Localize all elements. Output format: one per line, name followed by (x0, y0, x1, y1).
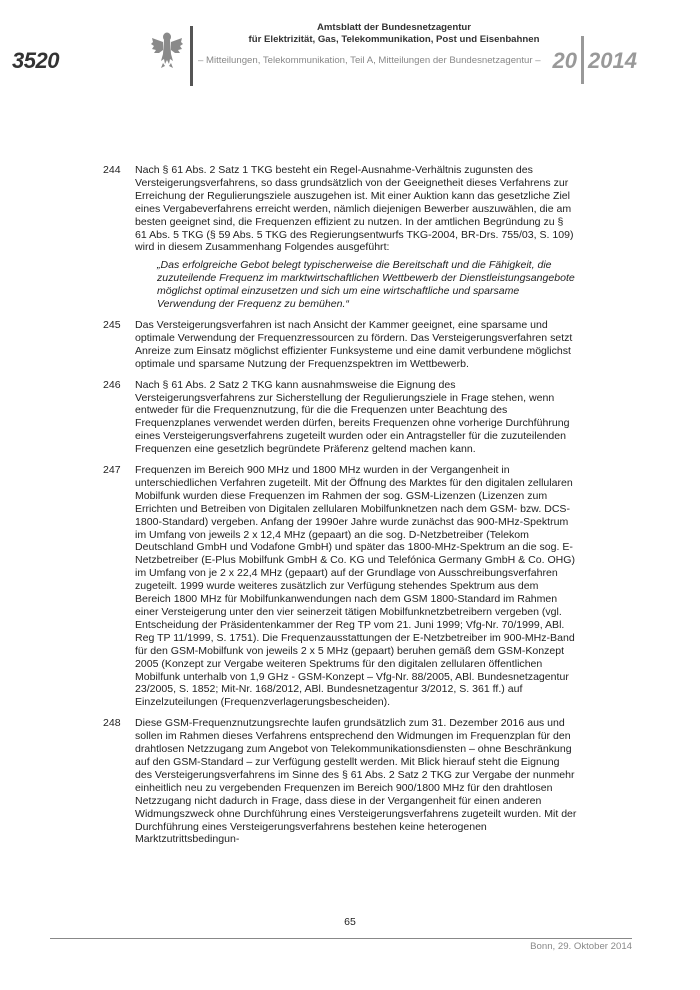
federal-eagle-icon (150, 28, 184, 72)
legal-quote: „Das erfolgreiche Gebot belegt typischerweise die Bereitschaft und die Fähigkeit, die zuzuteilende Frequenz im marktwirtschaftlichen Wettbewerb der Dienstleistungsangebote möglichst optimal einzusetzen und sich um eine wirtschaftliche und sparsame Verwendung der Frequenz zu bemühen.“ (157, 259, 575, 311)
paragraph-244 (103, 164, 577, 311)
paragraph-text: Das Versteigerungsverfahren ist nach Ansicht der Kammer geeignet, eine sparsame und optimale Verwendung der Frequenzressourcen zu fördern. Das Versteigerungsverfahren setzt Anreize zum Einsatz möglichst effizienter Funksysteme und eine damit verbundene möglichst optimale und sparsame Nutzung der Frequenzspektren im Wettbewerb. (135, 318, 573, 370)
paragraph-text: Frequenzen im Bereich 900 MHz und 1800 MHz wurden in der Vergangenheit in unterschiedlichen Verfahren zugeteilt. Mit der Öffnung des Marktes für den digitalen zellularen Mobilfunk wurden diese Frequenzen im Rahmen der sog. GSM-Lizenzen (Lizenzen zum Errichten und Betreiben von Digitalen zellularen Mobilfunknetzen nach dem GSM- bzw. DCS-1800-Standard) vergeben. Anfang der 1990er Jahre wurde zunächst das 900-MHz-Spektrum im Umfang von jeweils 2 x 12,4 MHz (gepaart) an die sog. D-Netzbetreiber (Telekom Deutschland GmbH und Vodafone GmbH) und später das 1800-MHz-Spektrum an die sog. E-Netzbetreiber (E-Plus Mobilfunk GmbH & Co. KG und Telefónica Germany GmbH & Co. OHG) im Umfang von je 2 x 22,4 MHz (gepaart) auf der Grundlage von Ausschreibungsverfahren zugeteilt. 1999 wurde weiteres zusätzlich zur Verfügung stehendes Spektrum aus dem Bereich 1800 MHz für Mobilfunkanwendungen nach dem GSM 1800-Standard im Rahmen einer Versteigerung unter den vier seinerzeit tätigen Mobilfunknetzbetreibern vergeben (vgl. Entscheidung der Präsidentenkammer der Reg TP vom 21. Juni 1999; Vfg-Nr. 70/1999, ABl. Reg TP 11/1999, S. 1751). Die Frequenzausstattungen der E-Netzbetreiber im 900-MHz-Band für den GSM-Mobilfunk von jeweils 2 x 5 MHz (gepaart) beruhen gemäß dem GSM-Konzept 2005 (Konzept zur Vergabe weiteren Spektrums für den digitalen zellularen öffentlichen Mobilfunk unterhalb von 1,9 GHz - GSM-Konzept – Vfg-Nr. 88/2005, ABl. Bundesnetzagentur 23/2005, S. 1852; Mit-Nr. 168/2012, ABl. Bundesnetzagentur 3/2012, S. 361 ff.) auf Einzelzuteilungen (Frequenzverlagerungsbescheiden). (135, 464, 576, 709)
issue-number: 20 (552, 48, 577, 73)
header-divider (190, 26, 193, 86)
paragraph-number: 244 (103, 164, 121, 176)
paragraph-text: Nach § 61 Abs. 2 Satz 1 TKG besteht ein Regel-Ausnahme-Verhältnis zugunsten des Versteigerungsverfahrens, so dass grundsätzlich von der Geeignetheit dieses Verfahrens zur Erreichung der Regulierungsziele auszugehen ist. Mit einer Auktion kann das gesetzliche Ziel eines Vergabeverfahrens erreicht werden, nämlich diejenigen Bewerber auszuwählen, die am besten geeignet sind, die Frequenzen effizient zu nutzen. In der amtlichen Begründung zu § 61 Abs. 5 TKG (§ 59 Abs. 5 TKG des Regierungsentwurfs TKG-2004, BR-Drs. 755/03, S. 109) wird in diesem Zusammenhang Folgendes ausgeführt: (135, 164, 574, 254)
document-body (103, 164, 577, 854)
paragraph-text: Nach § 61 Abs. 2 Satz 2 TKG kann ausnahmsweise die Eignung des Versteigerungsverfahrens zur Sicherstellung der Regulierungsziele in Frage stehen, wenn entweder für die Frequenznutzung, für die die Frequenzen unter Beachtung des Frequenzplanes verwendet werden dürfen, bereits Frequenzen ohne vorherige Durchführung eines Versteigerungsverfahrens zugeteilt wurden oder ein Antragsteller für die zuzuteilenden Frequenzen eine gesetzlich begründete Präferenz geltend machen kann. (135, 378, 570, 456)
paragraph-248 (103, 717, 577, 846)
paragraph-number: 246 (103, 378, 121, 391)
paragraph-number: 248 (103, 717, 121, 730)
publication-date: Bonn, 29. Oktober 2014 (530, 941, 632, 952)
gazette-subtitle: – Mitteilungen, Telekommunikation, Teil A, Mitteilungen der Bundesnetzagentur – (198, 55, 541, 66)
paragraph-246 (103, 379, 577, 456)
gazette-title (198, 22, 590, 45)
paragraph-number: 247 (103, 464, 121, 477)
paragraph-245 (103, 319, 577, 371)
document-page-number: 65 (344, 916, 356, 928)
paragraph-text: Diese GSM-Frequenznutzungsrechte laufen grundsätzlich zum 31. Dezember 2016 aus und sollen im Rahmen dieses Verfahrens entsprechend den Widmungen im Frequenzplan für den drahtlosen Netzzugang zum Angebot von Telekommunikationsdiensten – ohne Beschränkung auf den GSM-Standard – zur Verfügung gestellt werden. Mit Blick hierauf steht die Eignung des Versteigerungsverfahrens im Sinne des § 61 Abs. 2 Satz 2 TKG zur Vergabe der nunmehr einheitlich neu zu vergebenden Frequenzen im Bereich 900/1800 MHz für den drahtlosen Netzzugang nicht dadurch in Frage, dass diese in der Vergangenheit für einen anderen Widmungszweck ohne Durchführung eines Versteigerungsverfahrens zugeteilt wurden. Mit der Durchführung eines Versteigerungsverfahrens bestehen keine heterogenen Marktzutrittsbedingun- (135, 717, 577, 846)
gazette-page-number: 3520 (12, 48, 59, 73)
issue-divider (581, 36, 584, 84)
footer-divider (50, 938, 632, 939)
paragraph-number: 245 (103, 318, 121, 331)
gazette-title-line2: für Elektrizität, Gas, Telekommunikation, Post und Eisenbahnen (248, 33, 540, 45)
issue-year: 2014 (588, 48, 637, 73)
gazette-title-line1: Amtsblatt der Bundesnetzagentur (316, 22, 472, 33)
paragraph-247 (103, 464, 577, 709)
